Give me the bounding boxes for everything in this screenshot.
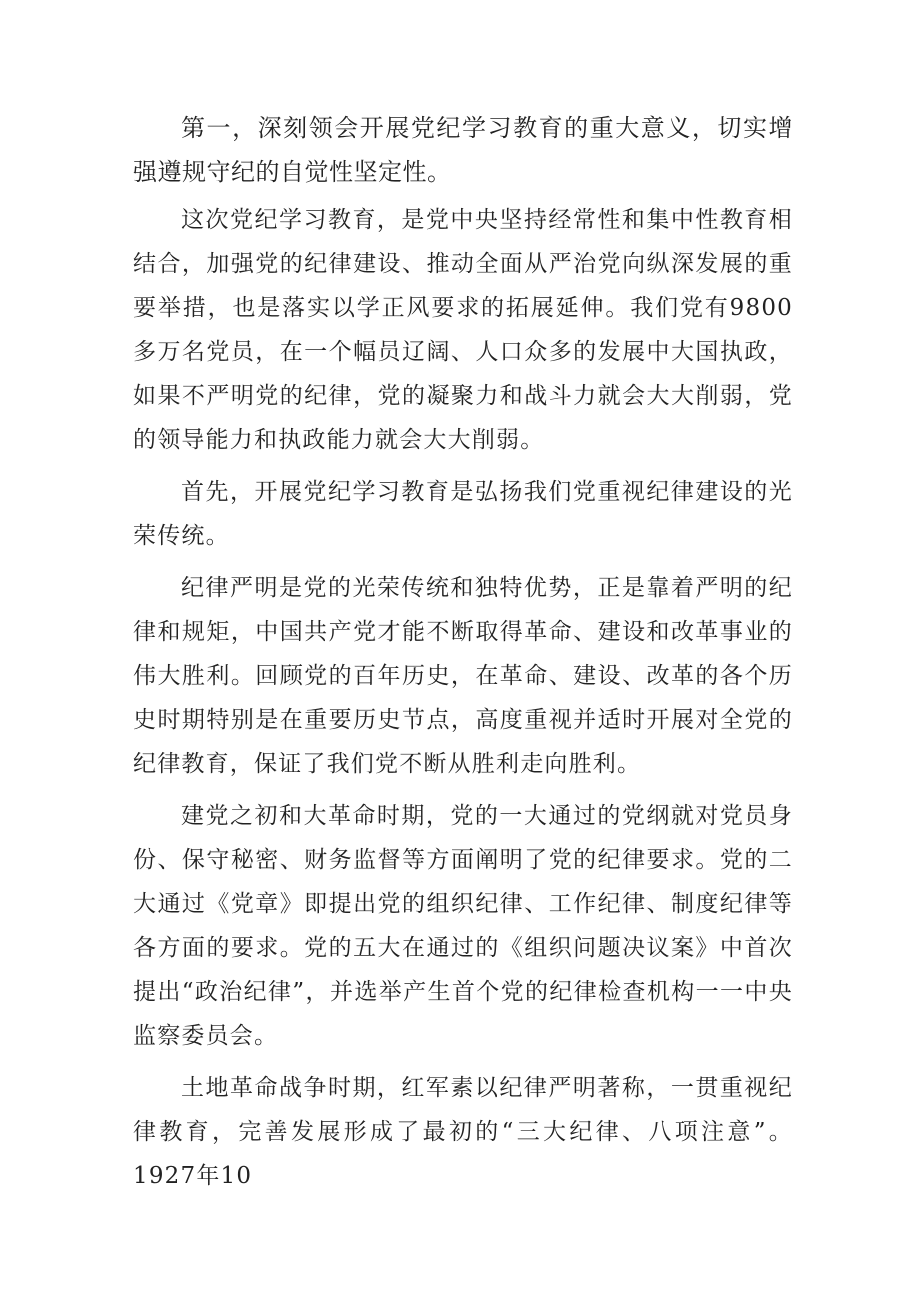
paragraph-3: 纪律严明是党的光荣传统和独特优势，正是靠着严明的纪律和规矩，中国共产党才能不断取得革命、建设和改革事业的伟大胜利。回顾党的百年历史，在革命、建设、改革的各个历史时期特别是在重要历史节点，高度重视并适时开展对全党的纪律教育，保证了我们党不断从胜利走向胜利。 [133, 575, 793, 777]
paragraph-5: 土地革命战争时期，红军素以纪律严明著称，一贯重视纪律教育，完善发展形成了最初的“三大纪律、八项注意”。1927年10 [133, 1075, 793, 1189]
section-heading: 第一，深刻领会开展党纪学习教育的重大意义，切实增强遵规守纪的自觉性坚定性。 [133, 114, 793, 186]
paragraph-4: 建党之初和大革命时期，党的一大通过的党纲就对党员身份、保守秘密、财务监督等方面阐明了党的纪律要求。党的二大通过《党章》即提出党的组织纪律、工作纪律、制度纪律等各方面的要求。党的五大在通过的《组织问题决议案》中首次提出“政治纪律”，并选举产生首个党的纪律检查机构一一中央监察委员会。 [133, 803, 793, 1049]
paragraph-2: 首先，开展党纪学习教育是弘扬我们党重视纪律建设的光荣传统。 [133, 479, 793, 549]
document-body [133, 106, 793, 1206]
paragraph-1: 这次党纪学习教育，是党中央坚持经常性和集中性教育相结合，加强党的纪律建设、推动全面从严治党向纵深发展的重要举措，也是落实以学正风要求的拓展延伸。我们党有9800多万名党员，在一个幅员辽阔、人口众多的发展中大国执政，如果不严明党的纪律，党的凝聚力和战斗力就会大大削弱，党的领导能力和执政能力就会大大削弱。 [133, 207, 793, 453]
